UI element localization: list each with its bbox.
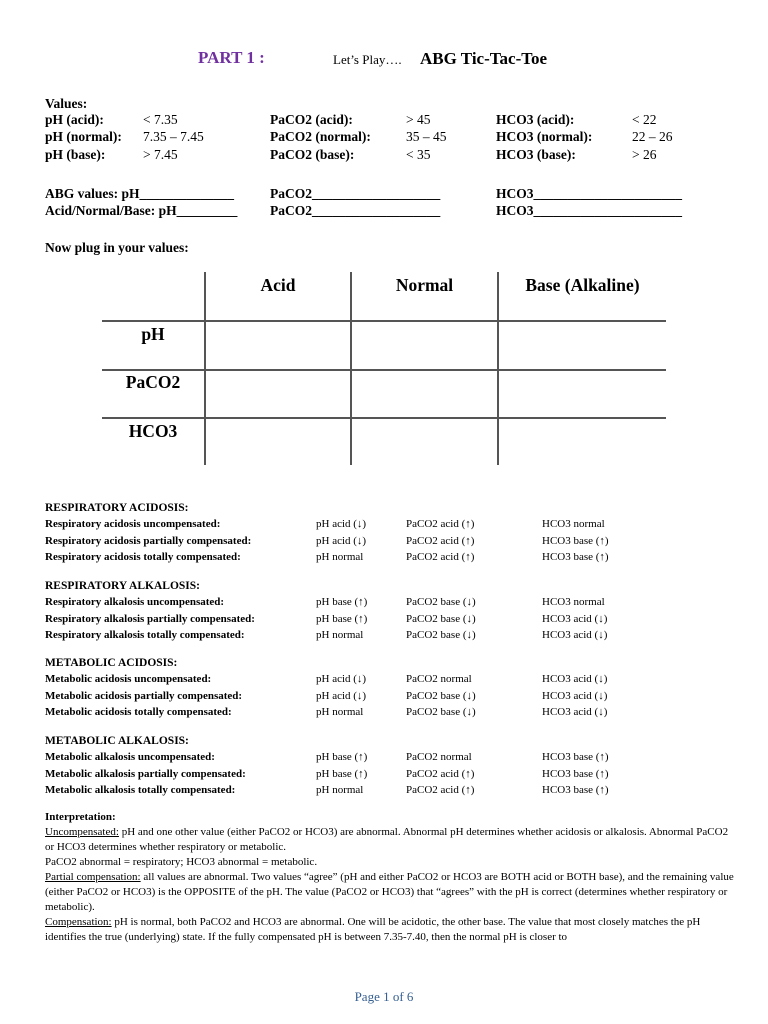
condition-heading: RESPIRATORY ACIDOSIS: (45, 502, 189, 514)
condition-ph: pH acid (↓) (316, 518, 367, 530)
grid-row-hco3: HCO3 (128, 421, 178, 441)
condition-ph: pH normal (316, 706, 364, 718)
values-c2-label: PaCO2 (acid): (270, 112, 353, 127)
values-c2-val: 35 – 45 (406, 129, 447, 144)
condition-hco3: HCO3 acid (↓) (542, 706, 608, 718)
condition-label: Metabolic alkalosis totally compensated: (45, 784, 236, 796)
abg-values-hco3: HCO3______________________ (496, 186, 683, 201)
partial-paragraph (45, 870, 735, 915)
acid-normal-base-paco2: PaCO2___________________ (270, 203, 441, 218)
condition-label: Metabolic alkalosis uncompensated: (45, 751, 215, 763)
part-heading: PART 1 : (198, 48, 265, 67)
condition-heading: METABOLIC ACIDOSIS: (45, 657, 178, 669)
values-c3-label: HCO3 (normal): (496, 129, 593, 144)
condition-paco2: PaCO2 base (↓) (406, 706, 476, 718)
condition-hco3: HCO3 base (↑) (542, 784, 609, 796)
values-c3-val: 22 – 26 (632, 129, 673, 144)
condition-hco3: HCO3 base (↑) (542, 551, 609, 563)
condition-hco3: HCO3 base (↑) (542, 767, 609, 780)
condition-ph: pH acid (↓) (316, 673, 367, 685)
condition-hco3: HCO3 acid (↓) (542, 673, 608, 685)
interpretation-heading: Interpretation: (45, 811, 116, 823)
values-c1-val: > 7.45 (143, 147, 178, 162)
condition-paco2: PaCO2 normal (406, 751, 472, 763)
values-c2-val: < 35 (406, 147, 431, 162)
grid-col-acid: Acid (260, 275, 296, 295)
condition-label: Respiratory acidosis uncompensated: (45, 518, 221, 530)
condition-label: Respiratory acidosis totally compensated: (45, 551, 241, 563)
grid-col-normal: Normal (395, 275, 454, 295)
grid-row-ph: pH (141, 324, 165, 344)
condition-ph: pH normal (316, 551, 364, 563)
condition-ph: pH base (↑) (316, 767, 368, 780)
grid-line-h2 (102, 369, 666, 371)
grid-row-paco2: PaCO2 (125, 372, 181, 392)
condition-label: Respiratory alkalosis uncompensated: (45, 596, 225, 608)
condition-ph: pH acid (↓) (316, 534, 367, 547)
condition-label: Respiratory acidosis partially compensated: (45, 534, 252, 547)
grid-line-h1 (102, 320, 666, 322)
game-title: ABG Tic-Tac-Toe (420, 49, 548, 68)
values-c3-label: HCO3 (acid): (496, 112, 575, 127)
condition-hco3: HCO3 normal (542, 596, 605, 608)
condition-label: Metabolic acidosis uncompensated: (45, 673, 212, 685)
condition-paco2: PaCO2 acid (↑) (406, 518, 475, 530)
acid-normal-base-hco3: HCO3______________________ (496, 203, 683, 218)
condition-paco2: PaCO2 base (↓) (406, 612, 476, 625)
compensation-text: pH is normal, both PaCO2 and HCO3 are abnormal. One will be acidotic, the other base. The value that most closely matches the pH identifies the true (underlying) state. If the fully compensated pH is between 7.35-7.40, then the normal pH is closer to (45, 916, 701, 943)
condition-paco2: PaCO2 acid (↑) (406, 767, 475, 780)
values-c3-label: HCO3 (base): (496, 147, 576, 162)
condition-ph: pH base (↑) (316, 596, 368, 608)
condition-label: Respiratory alkalosis partially compensated: (45, 612, 255, 625)
lets-play-text: Let’s Play…. (333, 52, 402, 67)
condition-ph: pH base (↑) (316, 751, 368, 763)
abg-values-paco2: PaCO2___________________ (270, 186, 441, 201)
rule-text: PaCO2 abnormal = respiratory; HCO3 abnormal = metabolic. (45, 856, 318, 868)
condition-paco2: PaCO2 acid (↑) (406, 534, 475, 547)
condition-paco2: PaCO2 base (↓) (406, 629, 476, 641)
acid-normal-base-ph: Acid/Normal/Base: pH_________ (45, 203, 238, 218)
grid-line-h3 (102, 417, 666, 419)
compensation-term: Compensation: (45, 916, 112, 928)
values-c2-val: > 45 (406, 112, 431, 127)
condition-hco3: HCO3 acid (↓) (542, 612, 608, 625)
condition-ph: pH normal (316, 629, 364, 641)
values-heading: Values: (45, 96, 88, 111)
partial-text: all values are abnormal. Two values “agree” (pH and either PaCO2 or HCO3 are BOTH acid or BOTH base), and the remaining value (either PaCO2 or HCO3) is the OPPOSITE of the pH. The value (PaCO2 or HCO3) that “agrees” with the pH is correct (determines whether respiratory or metabolic). (45, 871, 734, 913)
interpretation-section (45, 810, 735, 945)
plug-in-instruction: Now plug in your values: (45, 240, 189, 255)
abg-values-ph: ABG values: pH______________ (45, 186, 235, 201)
condition-hco3: HCO3 base (↑) (542, 751, 609, 763)
values-c1-val: < 7.35 (143, 112, 178, 127)
condition-paco2: PaCO2 acid (↑) (406, 551, 475, 563)
condition-hco3: HCO3 normal (542, 518, 605, 530)
grid-col-base: Base (Alkaline) (525, 275, 640, 295)
condition-heading: RESPIRATORY ALKALOSIS: (45, 580, 200, 592)
condition-label: Metabolic acidosis partially compensated: (45, 689, 243, 702)
values-c2-label: PaCO2 (base): (270, 147, 355, 162)
condition-label: Respiratory alkalosis totally compensated: (45, 629, 245, 641)
values-c1-val: 7.35 – 7.45 (143, 129, 204, 144)
uncompensated-term: Uncompensated: (45, 826, 119, 838)
values-c3-val: > 26 (632, 147, 657, 162)
condition-hco3: HCO3 acid (↓) (542, 629, 608, 641)
condition-paco2: PaCO2 normal (406, 673, 472, 685)
partial-term: Partial compensation: (45, 871, 141, 883)
uncompensated-paragraph (45, 825, 735, 855)
uncompensated-text: pH and one other value (either PaCO2 or HCO3) are abnormal. Abnormal pH determines whether acidosis or alkalosis. Abnormal PaCO2 or HCO3 determines whether respiratory or metabolic. (45, 826, 729, 853)
values-c1-label: pH (normal): (45, 129, 122, 144)
condition-label: Metabolic acidosis totally compensated: (45, 706, 232, 718)
condition-paco2: PaCO2 acid (↑) (406, 784, 475, 796)
values-c2-label: PaCO2 (normal): (270, 129, 371, 144)
condition-ph: pH base (↑) (316, 612, 368, 625)
values-c1-label: pH (acid): (45, 112, 104, 127)
condition-paco2: PaCO2 base (↓) (406, 596, 476, 608)
condition-heading: METABOLIC ALKALOSIS: (45, 735, 189, 747)
condition-paco2: PaCO2 base (↓) (406, 689, 476, 702)
condition-ph: pH normal (316, 784, 364, 796)
condition-hco3: HCO3 acid (↓) (542, 689, 608, 702)
values-c3-val: < 22 (632, 112, 657, 127)
condition-ph: pH acid (↓) (316, 689, 367, 702)
values-c1-label: pH (base): (45, 147, 106, 162)
compensation-paragraph (45, 915, 735, 945)
condition-label: Metabolic alkalosis partially compensated: (45, 767, 246, 780)
condition-hco3: HCO3 base (↑) (542, 534, 609, 547)
page-number: Page 1 of 6 (354, 989, 414, 1004)
